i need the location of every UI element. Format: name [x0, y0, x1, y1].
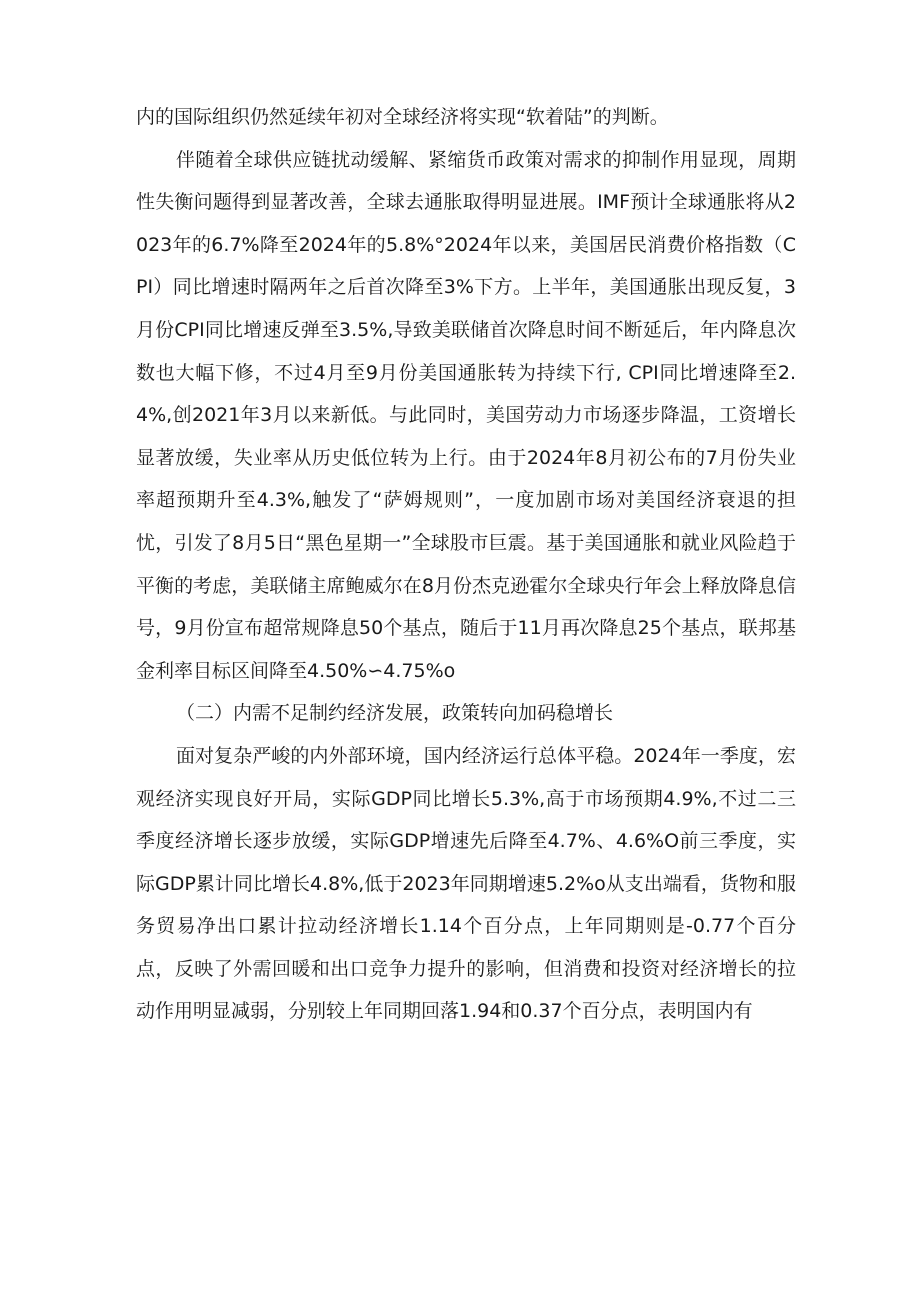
section-heading: （二）内需不足制约经济发展，政策转向加码稳增长: [176, 702, 614, 725]
document-page: [136, 96, 796, 1033]
paragraph-domestic-economy: 面对复杂严峻的内外部环境，国内经济运行总体平稳。2024年一季度，宏观经济实现良好开局，实际GDP同比增长5.3%,高于市场预期4.9%,不过二三季度经济增长逐步放缓，实际GDP增速先后降至4.7%、4.6%O前三季度，实际GDP累计同比增长4.8%,低于2023年同期增速5.2%o从支出端看，货物和服务贸易净出口累计拉动经济增长1.14个百分点，上年同期则是-0.77个百分点，反映了外需回暖和出口竞争力提升的影响，但消费和投资对经济增长的拉动作用明显减弱，分别较上年同期回落1.94和0.37个百分点，表明国内有: [136, 744, 796, 1023]
paragraph-soft-landing: 内的国际组织仍然延续年初对全球经济将实现“软着陆”的判断。: [136, 106, 669, 128]
paragraph-global-disinflation: 伴随着全球供应链扰动缓解、紧缩货币政策对需求的抑制作用显现，周期性失衡问题得到显著改善，全球去通胀取得明显进展。IMF预计全球通胀将从2023年的6.7%降至2024年的5.8%°2024年以来，美国居民消费价格指数（CPI）同比增速时隔两年之后首次降至3%下方。上半年，美国通胀出现反复，3月份CPI同比增速反弹至3.5%,导致美联储首次降息时间不断延后，年内降息次数也大幅下修，不过4月至9月份美国通胀转为持续下行, CPI同比增速降至2.4%,创2021年3月以来新低。与此同时，美国劳动力市场逐步降温，工资增长显著放缓，失业率从历史低位转为上行。由于2024年8月初公布的7月份失业率超预期升至4.3%,触发了“萨姆规则”，一度加剧市场对美国经济衰退的担忧，引发了8月5日“黑色星期一”全球股市巨震。基于美国通胀和就业风险趋于平衡的考虑，美联储主席鲍威尔在8月份杰克逊霍尔全球央行年会上释放降息信号，9月份宣布超常规降息50个基点，随后于11月再次降息25个基点，联邦基金利率目标区间降至4.50%∽4.75%o: [136, 148, 796, 682]
